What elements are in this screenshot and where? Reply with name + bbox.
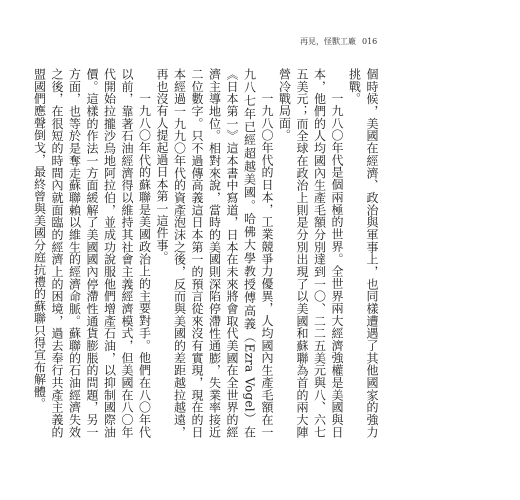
book-title: 再見，怪獸工廠 xyxy=(300,37,356,46)
page-number: 016 xyxy=(362,37,378,46)
body-text xyxy=(13,68,380,438)
paragraph: 一九八〇年代的蘇聯是美國政治上的主要對手。他們在八〇年代以前，靠著石油經濟得以維持其社會主義經濟模式，但美國在八〇年代開始拉攏沙烏地阿拉伯，並成功說服他們增產石油，以抑制國際油價。這樣的作法一方面緩解了美國國內停滯性通貨膨脹的問題，另一方面，也等於是奪走蘇聯賴以維生的經濟命脈。蘇聯的石油經濟失效之後，在很短的時間內就面臨的經濟上的困境，過去奉行共產主義的盟國們應聲倒戈，最終曾與美國分庭抗禮的蘇聯只得宣布解體。 xyxy=(32,68,152,438)
paragraph: 個時候，美國在經濟、政治與軍事上，也同樣遭遇了其他國家的強力挑戰。 xyxy=(347,68,379,438)
paragraph: 一九八〇年代的日本，工業競爭力優異，人均國內生產毛額在一九八七年已經超越美國。哈佛大學教授傅高義（Ezra Vogel）在《日本第一》這本書中寫道，日本在未來將會取代美國在全世界的經濟主導地位。相對來說，當時的美國則深陷停滯性通膨，失業率接近二位數字。只不過傳高義這日本第一的預言從來沒有實現，現在的日本經過一九九〇年代的資產泡沫之後，反而與美國的差距越拉越遠，再也沒有人提起過日本第一這件事。 xyxy=(155,68,274,438)
running-head xyxy=(300,36,377,47)
paragraph: 一九八〇年代是個兩極的世界。全世界兩大經濟強權是美國與日本，他們的人均國內生產毛額分別達到一〇、二二五美元與八、六七五美元；而全球在政治上則是分別出現了以美國和蘇聯為首的兩大陣營冷戰局面。 xyxy=(277,68,344,438)
